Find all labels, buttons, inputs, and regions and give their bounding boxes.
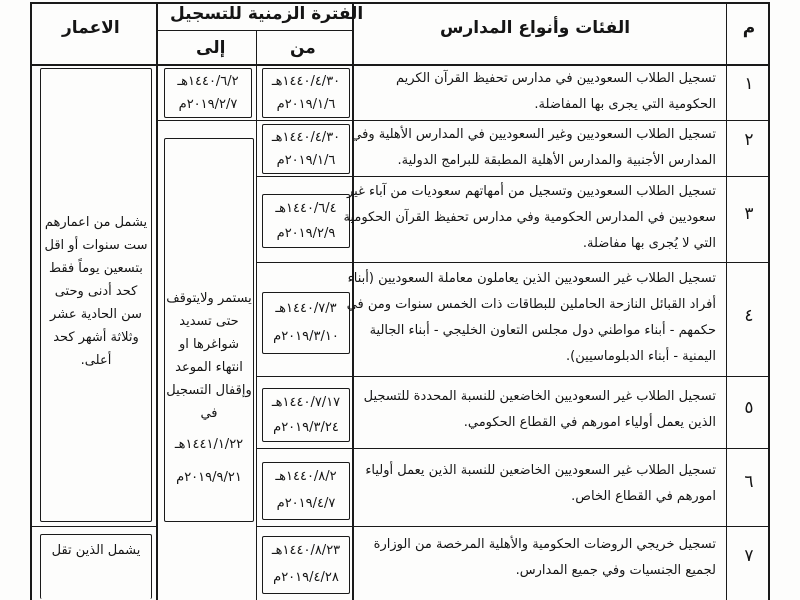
description-line: سعوديين في المدارس الحكومية وفي مدارس تحفيظ القرآن الحكومية [343,210,716,225]
row-description [396,66,716,118]
description-line: أفراد القبائل النازحة الحاملين للبطاقات ذات الخمس سنوات ومن في [346,297,716,312]
description-line: تسجيل الطلاب السعوديين وتسجيل من أمهاتهم سعوديات من آباء غير [346,184,716,199]
ages-line: بتسعين يوماً فقط [49,261,143,276]
row-description [343,179,716,257]
period-subheader-divider [157,30,353,31]
description-line: الحكومية التي يجرى بها المفاضلة. [534,97,716,112]
from-date-box [262,68,350,118]
header-from: من [290,38,316,58]
merged-line: وإقفال التسجيل [166,383,252,398]
row-number: ١ [744,74,754,94]
table-left-border [30,2,32,600]
merged-end-gregorian: ٢٠١٩/٩/٢١م [176,470,242,485]
period-ages-divider [156,2,158,600]
row-number: ٧ [744,546,754,566]
from-date-box [262,388,350,442]
row-separator-6 [256,526,770,527]
merged-to-text [165,287,253,489]
hijri-date: ١٤٤٠/٧/٣هـ [275,301,337,316]
hijri-date: ١٤٤٠/٧/١٧هـ [271,395,341,410]
description-line: تسجيل خريجي الروضات الحكومية والأهلية المرخصة من الوزارة [373,537,716,552]
merged-line: شواغرها او [178,337,240,352]
table-right-border [768,2,770,600]
description-line: تسجيل الطلاب غير السعوديين الخاضعين للنسبة المحددة للتسجيل [363,389,716,404]
to-column-separator [157,120,257,121]
gregorian-date: ٢٠١٩/١/٦م [276,97,336,112]
from-date-box [262,124,350,174]
header-ages: الاعمار [62,18,120,38]
gregorian-date: ٢٠١٩/٢/٧م [178,97,238,112]
ages-text [41,539,151,562]
row-description [347,266,716,370]
ages-line: يشمل من اعمارهم [44,215,148,230]
number-column-divider [726,2,727,600]
description-line: لجميع الجنسيات وفي جميع المدارس. [515,563,716,578]
description-line: الذين يعمل أولياء امورهم في القطاع الحكومي. [463,415,716,430]
header-category: الفئات وأنواع المدارس [440,18,631,38]
to-date-box [164,68,252,118]
row-number: ٥ [744,398,754,418]
gregorian-date: ٢٠١٩/٣/١٠م [273,329,339,344]
merged-line [165,425,253,433]
merged-line: حتى تسديد [179,314,239,329]
ages-line: وثلاثة أشهر كحد [53,330,139,345]
from-date-box [262,462,350,520]
hijri-date: ١٤٤٠/٨/٢هـ [275,469,337,484]
row-description [364,384,716,436]
table-top-border [30,2,770,4]
gregorian-date: ٢٠١٩/٣/٢٤م [273,420,339,435]
description-line: تسجيل الطلاب غير السعوديين الذين يعاملون معاملة السعوديين (أبناء [347,271,716,286]
ages-line: يشمل الذين تقل [51,543,141,558]
row-number: ٢ [744,130,754,150]
merged-line [165,456,253,466]
gregorian-date: ٢٠١٩/٢/٩م [276,226,336,241]
gregorian-date: ٢٠١٩/٤/٢٨م [273,570,339,585]
gregorian-date: ٢٠١٩/١/٦م [276,153,336,168]
description-line: تسجيل الطلاب السعوديين في مدارس تحفيظ القرآن الكريم [395,71,716,86]
row-number: ٤ [744,306,754,326]
ages-box-first [40,68,152,522]
description-line: اليمنية - أبناء الدبلوماسيين). [566,349,716,364]
description-line: تسجيل الطلاب السعوديين وغير السعوديين في المدارس الأهلية وفي [351,127,716,142]
hijri-date: ١٤٤٠/٦/٢هـ [177,74,239,89]
ages-line: ست سنوات أو اقل [44,238,148,253]
ages-box-second [40,534,152,599]
row-separator-5 [256,448,770,449]
row-separator-3 [256,262,770,263]
gregorian-date: ٢٠١٩/٤/٧م [276,496,336,511]
ages-line: كحد أدنى وحتى [54,284,138,299]
header-number: م [742,18,756,38]
merged-end-hijri: ١٤٤١/١/٢٢هـ [174,437,244,452]
to-merged-box [164,138,254,522]
header-period: الفترة الزمنية للتسجيل [170,4,364,24]
row-description [365,458,716,510]
from-date-box [262,194,350,248]
hijri-date: ١٤٤٠/٤/٣٠هـ [271,74,341,89]
row-separator-1 [256,120,770,121]
hijri-date: ١٤٤٠/٤/٣٠هـ [271,130,341,145]
row-number: ٦ [744,472,754,492]
ages-line: سن الحادية عشر [50,307,142,322]
description-line: امورهم في القطاع الخاص. [571,489,716,504]
from-date-box [262,292,350,354]
row-separator-4 [256,376,770,377]
from-to-divider [256,30,257,600]
header-to: إلى [196,38,226,58]
ages-text [41,211,151,372]
merged-line: في [200,406,218,421]
from-date-box [262,536,350,594]
description-line: التي لا يُجرى بها مفاضلة. [582,236,716,251]
row-description [374,532,716,584]
merged-line: انتهاء الموعد [175,360,243,375]
row-number: ٣ [744,204,754,224]
ages-line: أعلى. [80,353,112,368]
row-separator-2 [256,176,770,177]
hijri-date: ١٤٤٠/٦/٤هـ [275,201,337,216]
row-description [351,122,716,174]
merged-line: يستمر ولايتوقف [166,291,252,306]
hijri-date: ١٤٤٠/٨/٢٣هـ [271,543,341,558]
description-line: المدارس الأجنبية والمدارس الأهلية المطبقة للبرامج الدولية. [397,153,716,168]
description-line: تسجيل الطلاب غير السعوديين الخاضعين للنسبة الذين يعمل أولياء [365,463,716,478]
ages-column-separator [31,526,157,527]
description-line: حكمهم - أبناء مواطني دول مجلس التعاون الخليجي - أبناء الجالية [369,323,716,338]
